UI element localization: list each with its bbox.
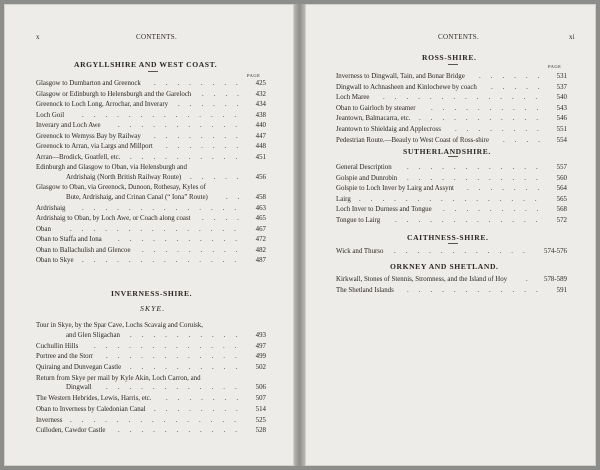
toc-page-number: 432 [255,90,266,98]
toc-entry: Kirkwall, Stones of Stennis, Stromness, and the Island of Hoy [336,276,508,283]
dot-leader: .. [226,194,250,202]
dot-leader: ................ [359,195,547,203]
section-subtitle: SKYE. [140,304,166,313]
dot-leader: ............... [70,416,246,424]
dot-leader: ............ [407,164,548,171]
toc-page-number: 507 [255,395,266,403]
toc-entry: Jeantown, Balmacarra, etc. [336,115,411,123]
toc-entry: Oban to Ballachulish and Glencoe [36,246,131,254]
title-rule [148,71,158,72]
toc-page-number: 493 [255,331,266,339]
toc-entry: Inverness to Dingwall, Tain, and Bonar Bridge [336,73,465,80]
page-column-label: PAGE [548,64,562,69]
dot-leader: ........... [118,236,247,244]
toc-page-number: 537 [556,83,567,91]
dot-leader: ......... [443,206,549,214]
toc-page-number: 497 [255,342,266,350]
toc-entry: Inverness [36,416,63,424]
dot-leader: .......... [130,153,248,161]
dot-leader: .............. [82,257,247,265]
dot-leader: . [526,276,538,283]
dot-leader: ...... [479,73,550,80]
toc-page-number: 434 [255,101,266,108]
toc-entry: Loch Inver to Durness and Tongue [336,206,432,214]
toc-entry: Tour in Skye, by the Spar Cave, Lochs Scavaig and Coruisk, [36,322,203,329]
running-head: CONTENTS. [136,33,178,41]
dot-leader: .............. [82,204,247,212]
section-title: ARGYLLSHIRE AND WEST COAST. [74,60,218,69]
toc-page-number: 543 [556,104,567,112]
right-page [305,4,596,466]
toc-page-number: 514 [255,405,266,413]
toc-page-number: 447 [255,132,266,140]
toc-page-number: 467 [255,225,266,233]
toc-entry: Lairg [336,195,351,203]
section-title: INVERNESS-SHIRE. [111,289,193,298]
toc-entry: Oban [36,225,51,233]
toc-page-number: 560 [556,174,567,182]
dot-leader: .... [503,136,550,144]
dot-leader: ......... [142,246,248,254]
dot-leader: .............. [383,94,548,102]
dot-leader: .......... [431,104,549,112]
dot-leader: ............ [407,286,548,294]
section-title: ORKNEY AND SHETLAND. [390,262,499,271]
dot-leader: ........ [455,126,549,133]
dot-leader: ........... [419,115,548,123]
title-rule [448,64,458,65]
toc-page-number: 502 [255,363,266,371]
dot-leader: ..... [491,83,550,91]
page-number: x [36,33,40,41]
section-title: CAITHNESS-SHIRE. [407,233,489,242]
toc-entry: Edinburgh and Glasgow to Oban, via Helensburgh and [36,164,187,171]
toc-entry: Wick and Thurso [336,248,384,255]
dot-leader: .............. [82,111,247,119]
dot-leader: ............. [395,217,548,224]
dot-leader: ............. [94,342,247,350]
page-number: xi [569,33,576,41]
toc-entry: Golspie to Loch Inver by Lairg and Assynt [336,185,454,193]
toc-page-number: 546 [556,115,567,123]
title-rule [448,243,458,244]
toc-page-number: 565 [556,195,567,203]
toc-page-number: 528 [255,427,266,435]
toc-entry: Inverary and Loch Awe [36,122,101,129]
dot-leader: ..... [190,173,249,181]
toc-entry: Loch Goil [36,111,65,119]
toc-page-number: 451 [255,153,266,161]
dot-leader: ........ [154,132,248,140]
section-title: SUTHERLANDSHIRE. [403,147,491,156]
toc-page-number: 525 [255,416,266,424]
toc-entry: Greenock to Wemyss Bay by Railway [36,132,141,140]
toc-entry: Cuchullin Hills [36,342,79,350]
left-page [4,4,294,466]
toc-page-number: 572 [556,217,567,224]
toc-entry-continued: Dingwall [66,384,92,392]
dot-leader: ........... [118,122,247,129]
toc-page-number: 499 [255,353,266,361]
dot-leader: ....... [166,395,249,403]
toc-entry: Ardrishaig to Oban, by Loch Awe, or Coach along coast [36,215,191,223]
book-gutter [294,4,305,466]
toc-entry: Greenock to Arran, via Largs and Millport [36,143,153,150]
toc-page-number: 531 [556,73,567,80]
toc-entry: Quiraing and Dunvegan Castle [36,363,122,371]
toc-entry: Jeantown to Shieldaig and Applecross [336,126,441,133]
toc-entry-continued: Ardrishaig (North British Railway Route) [66,173,182,181]
toc-page-number: 540 [556,94,567,102]
toc-entry: Dingwall to Achnasheen and Kinlochewe by coach [336,83,477,91]
toc-page-number: 487 [255,257,266,265]
dot-leader: ............ [407,174,548,182]
toc-entry: The Shetland Islands [336,286,394,294]
toc-entry-continued: Bute, Ardrishaig, and Crinan Canal (“ Iona” Route) [66,194,208,202]
toc-entry: Oban to Staffa and Iona [36,236,102,244]
toc-entry: Oban to Skye [36,257,74,265]
toc-entry: Oban to Gairloch by steamer [336,104,416,112]
dot-leader: .... [202,215,249,223]
toc-entry: Pedestrian Route.—Beauly to West Coast of Ross-shire [336,136,489,144]
dot-leader: ........... [118,427,247,435]
toc-page-number: 506 [255,384,266,392]
toc-page-number: 458 [255,194,266,202]
toc-entry: Oban to Inverness by Caledonian Canal [36,405,146,413]
toc-page-number: 551 [556,126,567,133]
toc-page-number: 438 [255,111,266,119]
toc-page-number: 456 [255,173,266,181]
dot-leader: .... [202,90,249,98]
toc-entry: Glasgow to Oban, via Greenock, Dunoon, Rothesay, Kyles of [36,184,206,192]
toc-entry: Arran—Brodick, Goatfell, etc. [36,153,121,161]
toc-page-number: 564 [556,185,567,193]
dot-leader: ....... [467,185,550,193]
dot-leader: .......... [130,363,248,371]
toc-entry: The Western Hebrides, Lewis, Harris, etc. [36,395,152,403]
toc-page-number: 465 [255,215,266,223]
dot-leader: ............ [106,384,247,392]
dot-leader: ........ [154,405,248,413]
dot-leader: .......... [130,331,248,339]
toc-entry: General Description [336,164,392,171]
page-column-label: PAGE [247,73,261,78]
toc-page-number: 574-576 [544,248,567,255]
dot-leader: ........ [154,80,248,87]
dot-leader: ....... [166,143,249,150]
toc-entry: Culloden, Cawdor Castle [36,427,106,435]
toc-page-number: 472 [255,236,266,244]
toc-entry: Greenock to Loch Long, Arrochar, and Inverary [36,101,169,108]
toc-entry: Glasgow to Dumbarton and Greenock [36,80,141,87]
toc-page-number: 568 [556,206,567,214]
toc-entry: Ardrishaig [36,204,66,212]
toc-page-number: 448 [255,143,266,150]
toc-entry: Return from Skye per mail by Kyle Akin, Loch Carron, and [36,374,201,382]
dot-leader: ............ [106,353,247,361]
title-rule [448,156,458,157]
toc-entry: Glasgow or Edinburgh to Helensburgh and the Gareloch [36,90,192,98]
dot-leader: ............ [394,248,535,255]
dot-leader: ............... [70,225,246,233]
toc-page-number: 440 [255,122,266,129]
toc-page-number: 554 [556,136,567,144]
section-title: ROSS-SHIRE. [422,53,477,62]
toc-page-number: 557 [556,164,567,171]
toc-entry: Portree and the Storr [36,353,94,361]
toc-page-number: 425 [255,80,266,87]
toc-entry: Tongue to Lairg [336,217,381,224]
running-head: CONTENTS. [438,33,480,41]
dot-leader: ...... [178,101,249,108]
toc-page-number: 578-589 [544,276,567,283]
toc-page-number: 463 [255,204,266,212]
toc-entry: Loch Maree [336,94,370,102]
toc-entry-continued: and Glen Sligachan [66,331,120,339]
toc-page-number: 482 [255,246,266,254]
toc-entry: Golspie and Dunrobin [336,174,398,182]
toc-page-number: 591 [556,286,567,294]
